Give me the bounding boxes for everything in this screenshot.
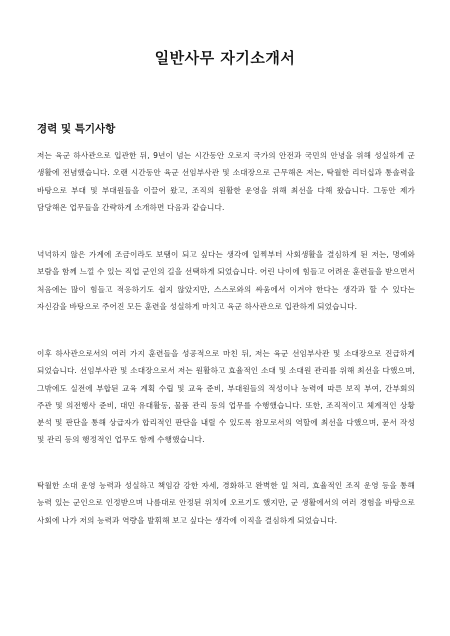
paragraph-1: 저는 육군 하사관으로 입관한 뒤, 9년이 넘는 시간동안 오로지 국가의 안전과 국민의 안녕을 위해 성실하게 군 생활에 전념했습니다. 오랜 시간동안 육군 선임부사관 및 소대장으로 근무해온 저는, 탁월한 리더십과 통솔력을 바탕으로 부대 및 부대원들을 이끌어 왔고, 조직의 원활한 운영을 위해 최선을 다해 왔습니다. 그동안 제가 담당해온 업무들을 간략하게 소개하면 다음과 같습니다. [37, 151, 415, 212]
section-heading: 경력 및 특기사항 [37, 123, 116, 135]
paragraph-4: 탁월한 소대 운영 능력과 성실하고 책임감 강한 자세, 경화하고 완벽한 일 처리, 효율적인 조직 운영 등을 통해 능력 있는 군인으로 인정받으며 나름대로 안정된 위치에 오르기도 했지만, 군 생활에서의 여러 경험을 바탕으로 사회에 나가 저의 능력과 역량을 발휘해 보고 싶다는 생각에 이직을 결심하게 되었습니다. [37, 481, 415, 525]
paragraph-3: 이후 하사관으로서의 여러 가지 훈련들을 성공적으로 마친 뒤, 저는 육군 선임부사관 및 소대장으로 진급하게 되었습니다. 선임부사관 및 소대장으로서 저는 원활하고 효율적인 소대 및 소대원 관리를 위해 최선을 다했으며, 그밖에도 실전에 부합된 교육 계획 수립 및 교육 준비, 부대원들의 적성이나 능력에 따른 보직 부여, 간부회의 주관 및 의전행사 준비, 대민 유대활동, 물품 관리 등의 업무를 수행했습니다. 또한, 조직적이고 체계적인 상황 분석 및 판단을 통해 상급자가 합리적인 판단을 내릴 수 있도록 참모로서의 역할에 최선을 다했으며, 문서 작성 및 관리 등의 행정적인 업무도 함께 수행했습니다. [37, 349, 415, 445]
paragraph-2: 넉넉하지 않은 가계에 조금이라도 보탬이 되고 싶다는 생각에 일찍부터 사회생활을 결심하게 된 저는, 명예와 보람을 함께 느낄 수 있는 직업 군인의 길을 선택하게 되었습니다. 어린 나이에 힘들고 어려운 훈련들을 받으면서 처음에는 많이 힘들고 적응하기도 쉽지 않았지만, 스스로와의 싸움에서 이겨야 한다는 생각과 할 수 있다는 자신감을 바탕으로 주어진 모든 훈련을 성실하게 마치고 육군 하사관으로 입관하게 되었습니다. [37, 250, 415, 311]
document-title: 일반사무 자기소개서 [154, 49, 296, 67]
